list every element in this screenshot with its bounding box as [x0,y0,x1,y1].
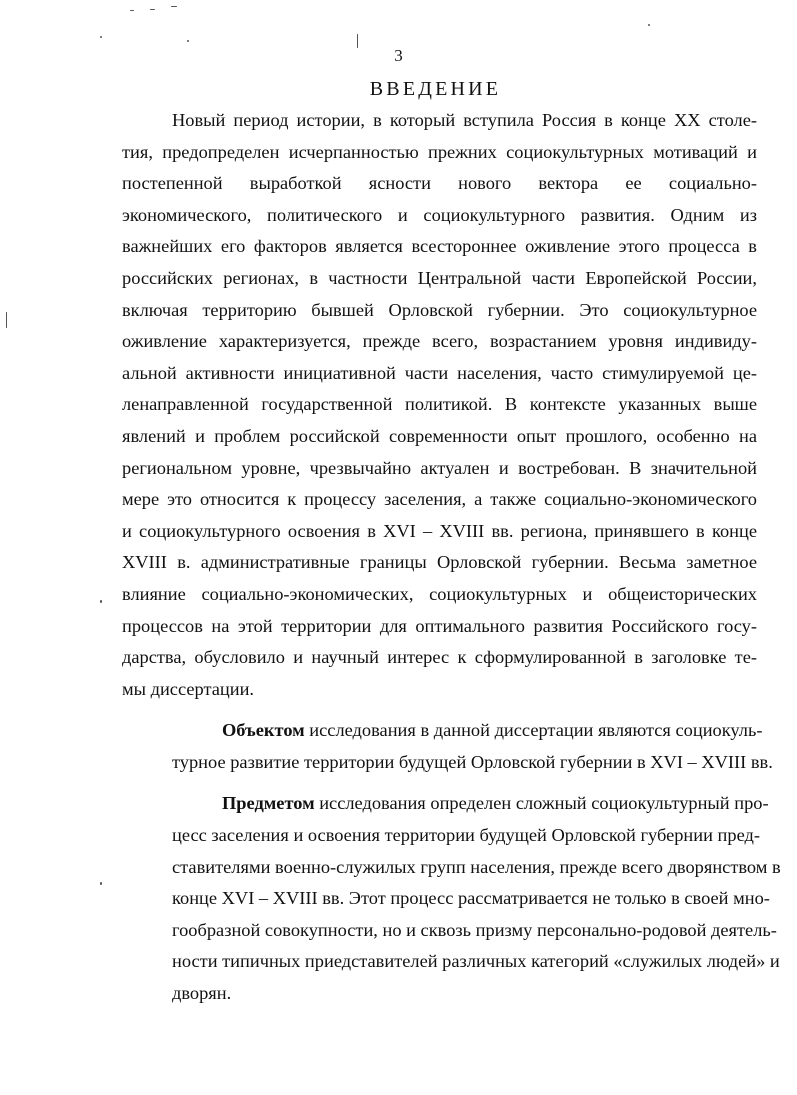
text-line [122,788,769,820]
text-line: региональном уровне, чрезвычайно актуален и востребован. В значительной [122,457,757,478]
text-line: важнейших его факторов является всестороннее оживление этого процесса в [122,236,757,257]
subject-line-rest: исследования определен сложный социокультурный про- [314,793,769,814]
scan-speck [130,10,134,11]
scan-speck [171,6,177,7]
object-paragraph [122,715,773,778]
scan-speck [187,40,189,42]
text-line: гообразной совокупности, но и сквозь призму персонально-родовой деятель- [172,919,777,940]
scan-speck [100,36,102,38]
text-line: тия, предопределен исчерпанностью прежних социокультурных мотиваций и [122,141,757,162]
text-line: ленаправленной государственной политикой. В контексте указанных выше [122,394,757,415]
text-line: альной активности инициативной части населения, часто стимулируемой це- [122,362,757,383]
body-text [122,105,781,1010]
scan-speck [6,312,7,328]
intro-paragraph [122,105,757,705]
scan-speck [150,9,155,10]
text-line: мы диссертации. [122,678,255,699]
text-line: и социокультурного освоения в XVI – XVIII вв. региона, принявшего в конце [122,520,757,541]
scan-speck [100,600,102,603]
text-line: Новый период истории, в который вступила Россия в конце XX столе- [172,110,757,130]
text-line: экономического, политического и социокультурного развития. Одним из [122,204,757,225]
text-line: турное развитие территории будущей Орловской губернии в XVI – XVIII вв. [172,751,773,772]
scan-speck [100,882,102,885]
text-line [122,715,763,747]
subject-term: Предметом [222,793,315,814]
text-line: ставителями военно-служилых групп населения, прежде всего дворянством в [172,856,781,877]
text-line: мере это относится к процессу заселения, а также социально-экономического [122,489,757,510]
text-line: XVIII в. административные границы Орловской губернии. Весьма заметное [122,552,757,573]
text-line: дворян. [172,983,232,1004]
text-line: включая территорию бывшей Орловской губернии. Это социокультурное [122,299,757,320]
subject-paragraph [122,788,781,1009]
scan-speck [357,34,358,48]
scan-speck [648,24,650,26]
text-line: цесс заселения и освоения территории будущей Орловской губернии пред- [172,825,760,846]
text-line: дарства, обусловило и научный интерес к сформулированной в заголовке те- [122,647,757,668]
text-line: влияние социально-экономических, социокультурных и общеисторических [122,583,757,604]
object-line-rest: исследования в данной диссертации являются социокуль- [304,720,763,741]
page-number: 3 [394,46,403,65]
object-term: Объектом [222,720,305,741]
text-line: процессов на этой территории для оптимального развития Российского госу- [122,615,757,636]
text-line: российских регионах, в частности Центральной части Европейской России, [122,267,757,288]
text-line: оживление характеризуется, прежде всего, возрастанием уровня индивиду- [122,331,757,352]
text-line: конце XVI – XVIII вв. Этот процесс рассматривается не только в своей мно- [172,888,770,909]
text-line: постепенной выработкой ясности нового вектора ее социально- [122,173,757,194]
section-heading: ВВЕДЕНИЕ [369,78,502,100]
text-line: ности типичных приедставителей различных категорий «служилых людей» и [172,951,780,972]
text-line: явлений и проблем российской современности опыт прошлого, особенно на [122,425,757,446]
